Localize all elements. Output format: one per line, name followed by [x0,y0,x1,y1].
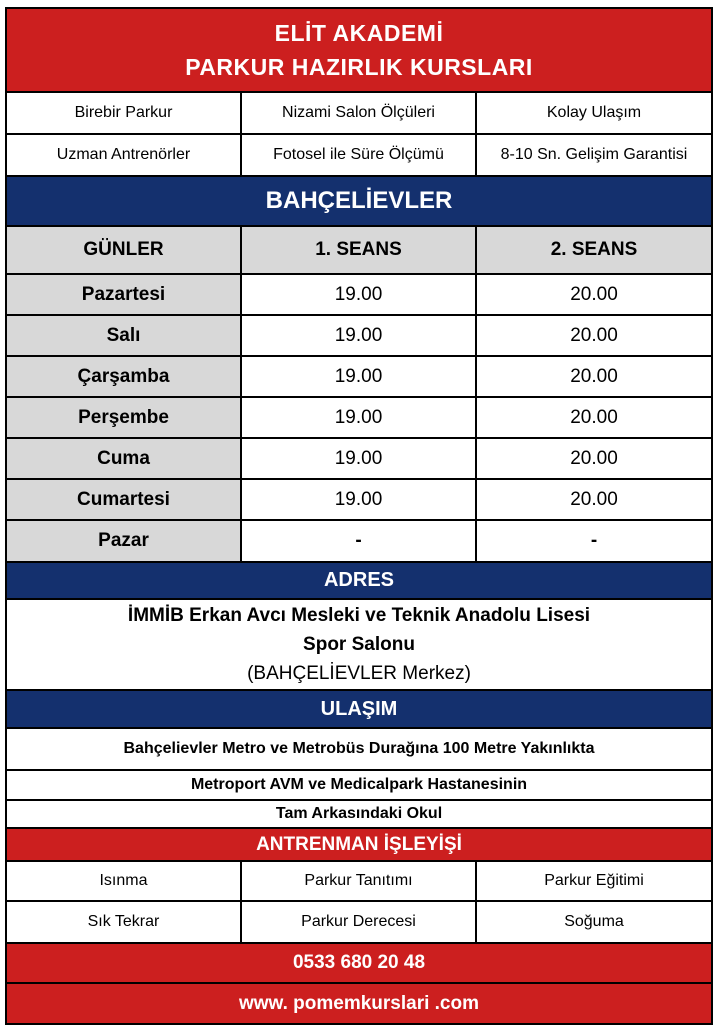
phone-banner [7,942,711,982]
session-time: 20.00 [570,488,618,510]
training-row [7,860,711,900]
days-column-header: GÜNLER [7,227,242,273]
transport-title: ULAŞIM [320,697,398,720]
day-cell: Perşembe [7,398,242,437]
transport-text: Bahçelievler Metro ve Metrobüs Durağına 100 Metre Yakınlıkta [123,740,595,757]
schedule-row [7,355,711,396]
course-title: PARKUR HAZIRLIK KURSLARI [185,54,533,80]
header-banner [7,9,711,91]
transport-banner [7,689,711,727]
day-cell: Cumartesi [7,480,242,519]
session-time: 19.00 [242,398,477,437]
academy-name: ELİT AKADEMİ [274,20,444,46]
session-time: 20.00 [570,365,618,387]
schedule-row [7,437,711,478]
website-banner [7,982,711,1023]
session-time: - [242,521,477,561]
training-step: Parkur Tanıtımı [242,862,477,900]
schedule-row [7,314,711,355]
day-cell: Cuma [7,439,242,478]
schedule-row [7,478,711,519]
feature-cell: Kolay Ulaşım [546,104,642,121]
location-title: BAHÇELİEVLER [265,187,453,214]
training-step: Isınma [7,862,242,900]
session-time: 19.00 [242,480,477,519]
feature-cell: Fotosel ile Süre Ölçümü [242,135,477,175]
schedule-row [7,396,711,437]
feature-cell: Uzman Antrenörler [7,135,242,175]
venue-name: Spor Salonu [303,634,415,655]
feature-cell: Birebir Parkur [7,93,242,133]
session-time: 20.00 [570,324,618,346]
feature-cell: 8-10 Sn. Gelişim Garantisi [500,146,688,163]
transport-line [7,727,711,769]
schedule-row [7,519,711,561]
training-title: ANTRENMAN İŞLEYİŞİ [256,833,462,855]
training-row [7,900,711,942]
schedule-header [7,225,711,273]
day-cell: Çarşamba [7,357,242,396]
feature-cell: Nizami Salon Ölçüleri [242,93,477,133]
features-row [7,91,711,133]
website-link[interactable]: www. pomemkurslari .com [238,992,480,1014]
address-title: ADRES [323,569,394,591]
features-row [7,133,711,175]
session-time: - [590,530,598,551]
transport-line [7,769,711,799]
transport-line [7,799,711,827]
training-step: Sık Tekrar [7,902,242,942]
training-banner [7,827,711,860]
training-step: Parkur Derecesi [242,902,477,942]
address-banner [7,561,711,598]
session-time: 19.00 [242,316,477,355]
day-cell: Salı [7,316,242,355]
address-block [7,598,711,689]
transport-text: Tam Arkasındaki Okul [275,805,443,822]
session-time: 19.00 [242,439,477,478]
training-step: Soğuma [564,913,624,930]
school-name: İMMİB Erkan Avcı Mesleki ve Teknik Anadolu Lisesi [127,605,591,626]
day-cell: Pazar [7,521,242,561]
district-name: (BAHÇELİEVLER Merkez) [247,663,471,684]
session-time: 19.00 [242,357,477,396]
session-time: 20.00 [570,447,618,469]
course-flyer [5,7,713,1025]
day-cell: Pazartesi [7,275,242,314]
phone-number[interactable]: 0533 680 20 48 [292,952,426,973]
session-time: 19.00 [242,275,477,314]
session2-column-header: 2. SEANS [550,239,638,260]
transport-text: Metroport AVM ve Medicalpark Hastanesinin [190,776,528,793]
schedule-row [7,273,711,314]
session1-column-header: 1. SEANS [242,227,477,273]
session-time: 20.00 [570,283,618,305]
session-time: 20.00 [570,406,618,428]
location-banner [7,175,711,225]
training-step: Parkur Eğitimi [544,872,644,889]
